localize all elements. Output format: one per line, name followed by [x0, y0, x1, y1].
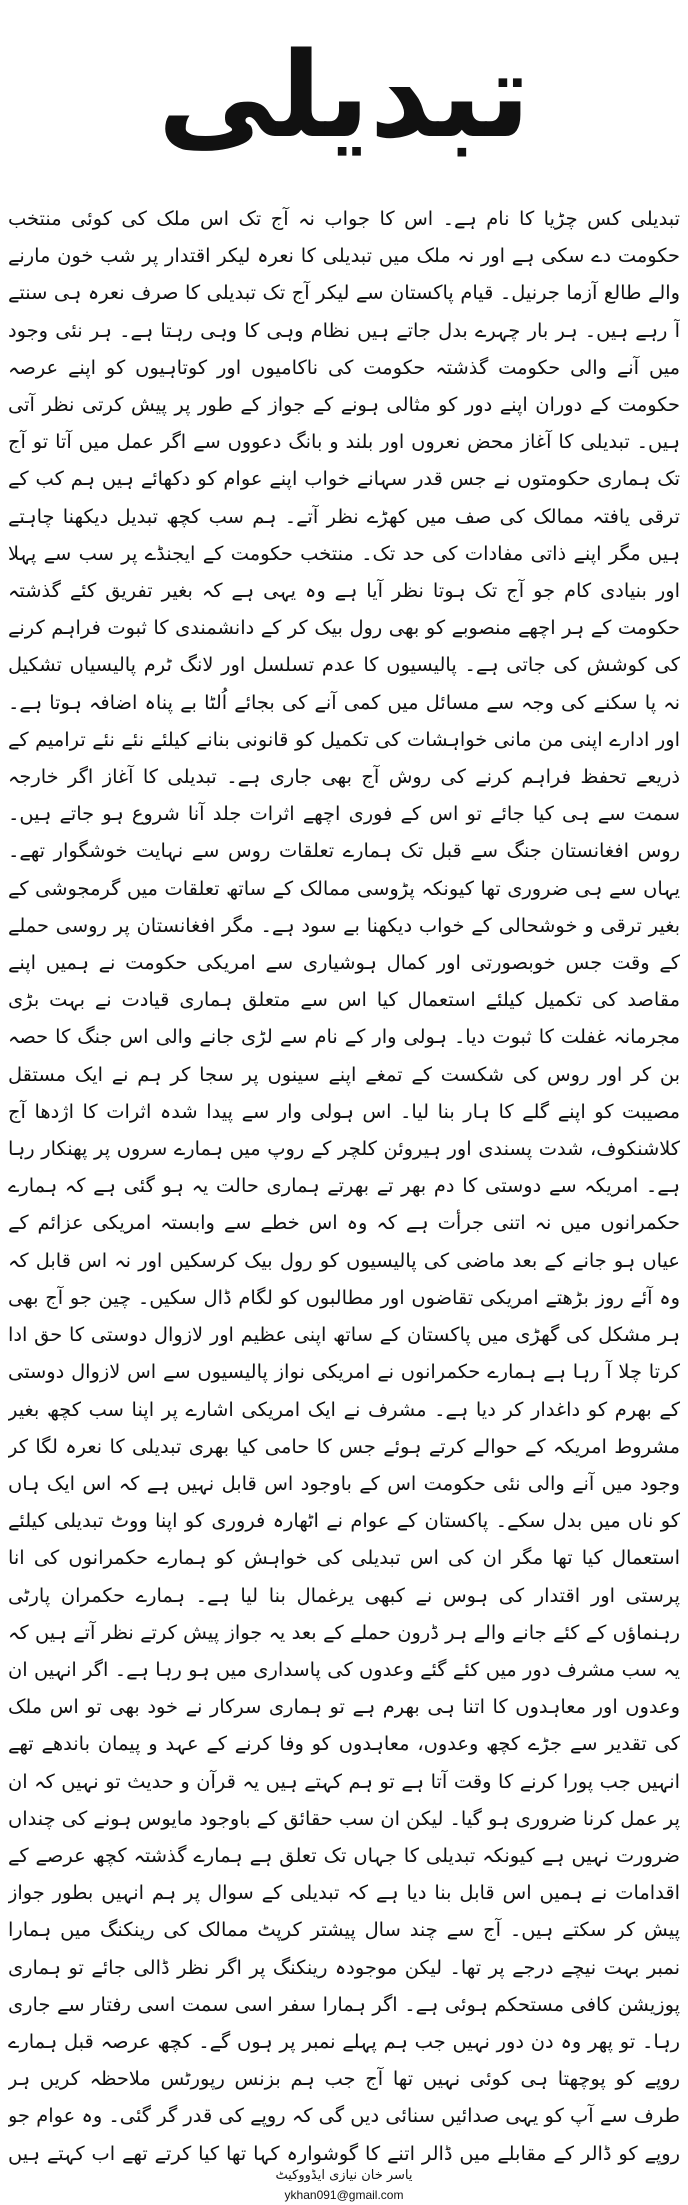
article-body	[8, 200, 680, 2170]
headline: تبدیلی	[157, 26, 531, 164]
author-byline: یاسر خان نیازی ایڈووکیٹ	[275, 2168, 413, 2183]
article-paragraph: تبدیلی کس چڑیا کا نام ہے۔ اس کا جواب نہ آج تک اس ملک کی کوئی منتخب حکومت دے سکی ہے اور نہ ملک میں تبدیلی کا نعرہ لیکر اقتدار پر شب خون مارنے والے طالع آزما جرنیل۔ قیام پاکستان سے لیکر آج تک تبدیلی کا صرف نعرہ ہی سنتے آ رہے ہیں۔ ہر بار چہرے بدل جاتے ہیں نظام وہی کا وہی رہتا ہے۔ ہر نئی وجود میں آنے والی حکومت گذشتہ حکومت کی ناکامیوں اور کوتاہیوں کو اپنے عرصہ حکومت کے دوران اپنے دور کو مثالی ہونے کے جواز کے طور پر پیش کرتی نظر آتی ہیں۔ تبدیلی کا آغاز محض نعروں اور بلند و بانگ دعووں سے اگر عمل میں آتا تو آج تک ہماری حکومتوں نے جس قدر سہانے خواب اپنے عوام کو دکھائے ہیں ہم کب کے ترقی یافتہ ممالک کی صف میں کھڑے نظر آتے۔ ہم سب کچھ تبدیل دیکھنا چاہتے ہیں مگر اپنے ذاتی مفادات کی حد تک۔ منتخب حکومت کے ایجنڈے پر سب سے پہلا اور بنیادی کام جو آج تک ہوتا نظر آیا ہے وہ یہی ہے کہ بغیر تفریق کئے گذشتہ حکومت کے ہر اچھے منصوبے کو بھی رول بیک کر کے دانشمندی کا ثبوت فراہم کرنے کی کوشش کی جاتی ہے۔ پالیسیوں کا عدم تسلسل اور لانگ ٹرم پالیسیاں تشکیل نہ پا سکنے کی وجہ سے مسائل میں کمی آنے کی بجائے اُلٹا بے پناہ اضافہ ہوتا ہے۔ اور ادارے اپنی من مانی خواہشات کی تکمیل کو قانونی بنانے کیلئے نئے نئے ترامیم کے ذریعے تحفظ فراہم کرنے کی روش آج بھی جاری ہے۔ تبدیلی کا آغاز اگر خارجہ سمت سے ہی کیا جائے تو اس کے فوری اچھے اثرات جلد آنا شروع ہو جاتے ہیں۔ روس افغانستان جنگ سے قبل تک ہمارے تعلقات روس سے نہایت خوشگوار تھے۔ یہاں سے ہی ضروری تھا کیونکہ پڑوسی ممالک کے ساتھ تعلقات میں گرمجوشی کے بغیر ترقی و خوشحالی کے خواب دیکھنا بے سود ہے۔ مگر افغانستان پر روسی حملے کے وقت جس خوبصورتی اور کمال ہوشیاری سے امریکی حکومت نے ہمیں اپنے مقاصد کی تکمیل کیلئے استعمال کیا اس سے متعلق ہماری قیادت نے بہت بڑی مجرمانہ غفلت کا ثبوت دیا۔ ہولی وار کے نام سے لڑی جانے والی اس جنگ کا حصہ بن کر اور روس کی شکست کے تمغے اپنے سینوں پر سجا کر ہم نے ایک مستقل مصیبت کو اپنے گلے کا ہار بنا لیا۔ اس ہولی وار سے پیدا شدہ اثرات کا اژدھا آج کلاشنکوف، شدت پسندی اور ہیروئن کلچر کے روپ میں ہمارے سروں پر پھنکار رہا ہے۔ امریکہ سے دوستی کا دم بھر تے بھرتے ہماری حالت یہ ہو گئی ہے کہ ہمارے حکمرانوں میں نہ اتنی جرأت ہے کہ وہ اس خطے سے وابستہ امریکی عزائم کے عیاں ہو جانے کے بعد ماضی کی پالیسیوں کو رول بیک کرسکیں اور نہ اس قابل کہ وہ آئے روز بڑھتے امریکی تقاضوں اور مطالبوں کو لگام ڈال سکیں۔ چین جو آج بھی ہر مشکل کی گھڑی میں پاکستان کے ساتھ اپنی عظیم اور لازوال دوستی کا حق ادا کرتا چلا آ رہا ہے ہمارے حکمرانوں نے امریکی نواز پالیسیوں سے اس لازوال دوستی کے بھرم کو داغدار کر دیا ہے۔ مشرف نے ایک امریکی اشارے پر اپنا سب کچھ بغیر مشروط امریکہ کے حوالے کرتے ہوئے جس کا حامی کیا بھری تبدیلی کا نعرہ لگا کر وجود میں آنے والی نئی حکومت اس کے باوجود اس قابل نہیں ہے کہ اس ایک ہاں کو ناں میں بدل سکے۔ پاکستان کے عوام نے اٹھارہ فروری کو اپنا ووٹ تبدیلی کیلئے استعمال کیا تھا مگر ان کی اس تبدیلی کی خواہش کو ہمارے حکمرانوں کی انا پرستی اور اقتدار کی ہوس نے کبھی یرغمال بنا لیا ہے۔ ہمارے حکمران پارٹی رہنماؤں کے کئے جانے والے ہر ڈرون حملے کے بعد یہ جواز پیش کرتے نظر آتے ہیں کہ یہ سب مشرف دور میں کئے گئے وعدوں کی پاسداری میں ہو رہا ہے۔ اگر انہیں ان وعدوں اور معاہدوں کا اتنا ہی بھرم ہے تو ہماری سرکار نے خود بھی تو اس ملک کی تقدیر سے جڑے کچھ وعدوں، معاہدوں کو وفا کرنے کے عہد و پیمان باندھے تھے انہیں جب پورا کرنے کا وقت آتا ہے تو ہم کہتے ہیں یہ قرآن و حدیث تو نہیں کہ ان پر عمل کرنا ضروری ہو گیا۔ لیکن ان سب حقائق کے باوجود مایوس ہونے کی چنداں ضرورت نہیں ہے کیونکہ تبدیلی کا جہاں تک تعلق ہے ہمارے گذشتہ کچھ عرصے کے اقدامات نے ہمیں اس قابل بنا دیا ہے کہ تبدیلی کے سوال پر ہم انہیں بطور جواز پیش کر سکتے ہیں۔ آج سے چند سال پیشتر کرپٹ ممالک کی رینکنگ میں ہمارا نمبر بہت نیچے درجے پر تھا۔ لیکن موجودہ رینکنگ پر اگر نظر ڈالی جائے تو ہماری پوزیشن کافی مستحکم ہوئی ہے۔ اگر ہمارا سفر اسی سمت اسی رفتار سے جاری رہا۔ تو پھر وہ دن دور نہیں جب ہم پہلے نمبر پر ہوں گے۔ کچھ عرصہ قبل ہمارے روپے کو پوچھتا ہی کوئی نہیں تھا آج جب ہم بزنس رپورٹس ملاحظہ کریں ہر طرف سے آپ کو یہی صدائیں سنائی دیں گی کہ روپے کی قدر گر گئی۔ وہ عوام جو روپے کو ڈالر کے مقابلے میں ڈالر اتنے کا گوشوارہ کہا تھا کیا کرتے تھے اب کہتے ہیں	[8, 207, 680, 2165]
author-email: ykhan091@gmail.com	[284, 2188, 404, 2202]
